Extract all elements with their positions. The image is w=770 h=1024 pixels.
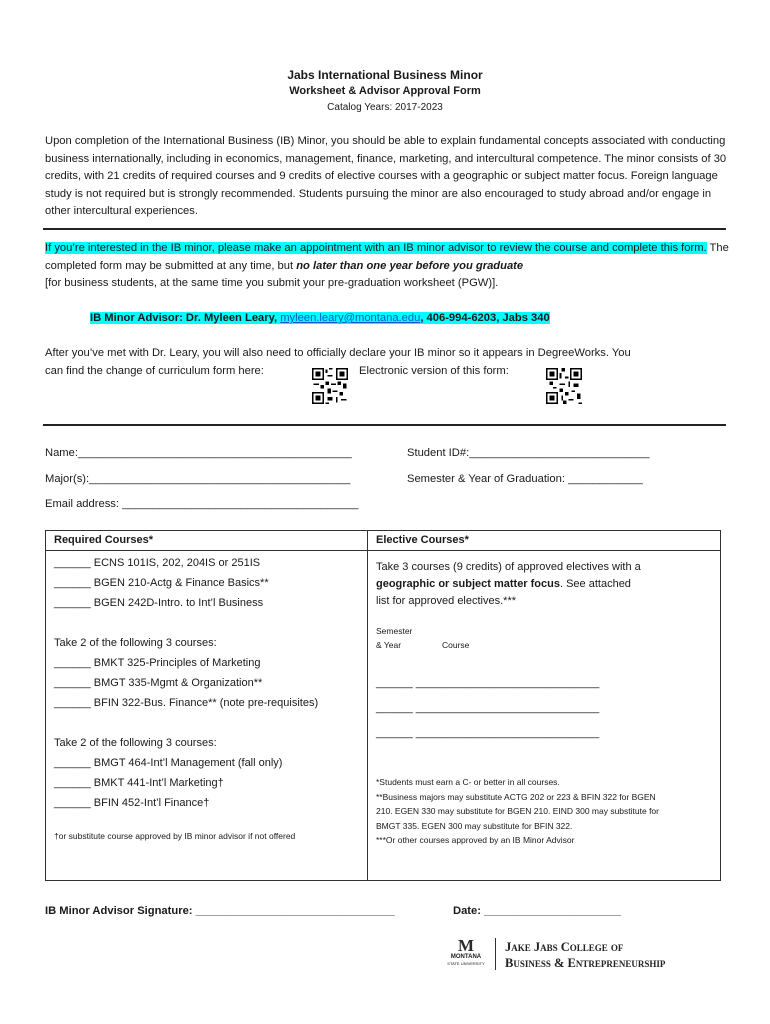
required-course-item[interactable]: ______ BGEN 210-Actg & Finance Basics**	[54, 577, 269, 589]
advisor-label: IB Minor Advisor: Dr. Myleen Leary,	[90, 312, 281, 324]
qr-code-icon[interactable]	[312, 368, 348, 404]
form-subtitle: Worksheet & Advisor Approval Form	[289, 85, 481, 97]
instructions-tail: [for business students, at the same time you submit your pre-graduation worksheet (PGW)].	[45, 277, 499, 289]
logo-university-text: STATE UNIVERSITY	[447, 961, 485, 966]
elective-blank-row[interactable]: ______ ______________________________	[376, 727, 600, 739]
elective-description: Take 3 courses (9 credits) of approved electives with a geographic or subject matter focus. See attached list for approved electives.***	[376, 561, 641, 607]
majors-field[interactable]: Major(s):__________________________________________	[45, 473, 351, 485]
divider	[43, 228, 726, 230]
logo-montana-text: MONTANA	[450, 954, 482, 960]
declare-line1: After you’ve met with Dr. Leary, you will also need to officially declare your IB minor so it appears in DegreeWorks. You	[45, 347, 631, 359]
instructions-deadline: no later than one year before you graduate	[296, 259, 524, 272]
advisor-signature-field[interactable]: IB Minor Advisor Signature: ________________________________	[45, 905, 395, 917]
required-course-item[interactable]: ______ BFIN 322-Bus. Finance** (note pre-requisites)	[54, 697, 319, 709]
email-field[interactable]: Email address: ______________________________________	[45, 498, 359, 510]
instructions-text: The completed form may be submitted at any time, but	[45, 242, 729, 272]
elective-blank-row[interactable]: ______ ______________________________	[376, 677, 600, 689]
required-course-item[interactable]: ______ BFIN 452-Int’l Finance†	[54, 797, 210, 809]
elective-courses-column	[368, 551, 721, 881]
required-course-item[interactable]: ______ BMKT 441-Int’l Marketing†	[54, 777, 224, 789]
date-field[interactable]: Date: ______________________	[453, 905, 621, 917]
intro-paragraph: Upon completion of the International Business (IB) Minor, you should be able to explain fundamental concepts associated with conducting business internationally, including in economics, management, finance, marketing, and intercultural competence. The minor consists of 30 credits, with 21 credits of required courses and 9 credits of elective courses with a geographic or subject matter focus. Foreign language study is not required but is strongly recommended. Students pursuing the minor are also encouraged to study abroad and/or engage in other intercultural experiences.	[45, 135, 727, 217]
courses-table	[45, 530, 721, 881]
declare-line2: can find the change of curriculum form here:	[45, 364, 264, 377]
divider	[43, 424, 726, 426]
declare-paragraph	[45, 345, 735, 381]
group2-title: Take 2 of the following 3 courses:	[54, 737, 217, 749]
catalog-years: Catalog Years: 2017-2023	[327, 102, 443, 113]
graduation-field[interactable]: Semester & Year of Graduation: ____________	[407, 473, 643, 485]
required-courses-column	[46, 551, 368, 881]
electronic-form-label: Electronic version of this form:	[359, 364, 509, 377]
advisor-contact: , 406-994-6203, Jabs 340	[420, 312, 550, 324]
jabs-college-logo	[441, 938, 731, 972]
group1-title: Take 2 of the following 3 courses:	[54, 637, 217, 649]
elective-blank-row[interactable]: ______ ______________________________	[376, 702, 600, 714]
semester-label: Semester	[376, 626, 413, 636]
logo-college-line1: Jake Jabs College of	[505, 940, 624, 954]
form-title: Jabs International Business Minor	[287, 68, 483, 82]
elective-courses-header: Elective Courses*	[368, 531, 721, 551]
name-field[interactable]: Name:____________________________________________	[45, 447, 352, 459]
required-course-item[interactable]: ______ BMGT 464-Int’l Management (fall only)	[54, 757, 283, 769]
elective-notes: *Students must earn a C- or better in all courses. **Business majors may substitute ACTG 202 or 223 & BFIN 322 for BGEN 210. EGEN 330 may substitute for BGEN 210. EIND 300 may substitute for BMGT 335. EGEN 300 may substitute for BFIN 322. ***Or other courses approved by an IB Minor Advisor	[376, 777, 659, 845]
required-course-item[interactable]: ______ BMGT 335-Mgmt & Organization**	[54, 677, 263, 689]
required-courses-header: Required Courses*	[46, 531, 368, 551]
advisor-email-link[interactable]: myleen.leary@montana.edu	[280, 312, 421, 324]
course-label: Course	[442, 640, 470, 650]
logo-college-line2: Business & Entrepreneurship	[505, 956, 666, 970]
required-footnote: †or substitute course approved by IB minor advisor if not offered	[54, 831, 296, 841]
montana-mark-icon: M	[457, 936, 475, 955]
required-course-item[interactable]: ______ ECNS 101IS, 202, 204IS or 251IS	[54, 557, 261, 569]
instructions-paragraph	[45, 240, 735, 293]
required-course-item[interactable]: ______ BMKT 325-Principles of Marketing	[54, 657, 261, 669]
required-course-item[interactable]: ______ BGEN 242D-Intro. to Int’l Business	[54, 597, 264, 609]
student-id-field[interactable]: Student ID#:_____________________________	[407, 447, 650, 459]
qr-code-icon[interactable]	[546, 368, 582, 404]
advisor-line	[90, 312, 550, 324]
instructions-highlight: If you’re interested in the IB minor, please make an appointment with an IB minor advisor to review the course and complete this form.	[45, 242, 707, 254]
logo-divider	[495, 938, 496, 970]
year-label: & Year	[376, 640, 402, 650]
